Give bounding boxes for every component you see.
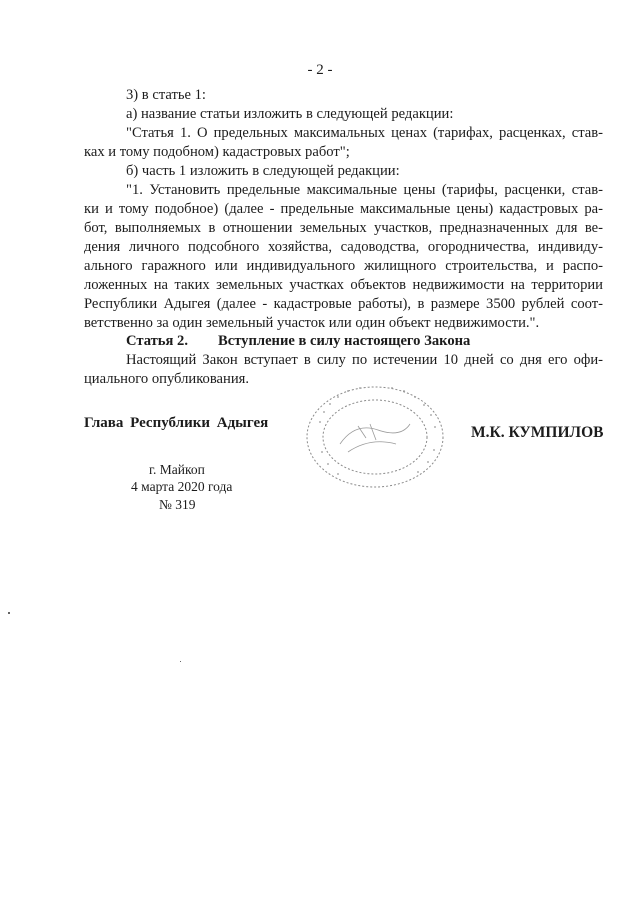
official-seal xyxy=(300,382,450,492)
article2-heading: Вступление в силу настоящего Закона xyxy=(218,333,471,349)
amendment-sub-a: а) название статьи изложить в следующей редакции: xyxy=(126,106,454,122)
scan-speck xyxy=(8,612,10,614)
article1-new-title xyxy=(84,124,603,162)
text-line: ального гаражного или индивидуального жилищного строительства, и распо- xyxy=(84,258,603,274)
text-line: "1. Установить предельные максимальные цены (тарифы, расценки, став- xyxy=(126,182,603,198)
text-line: дения личного подсобного хозяйства, садоводства, огородничества, индивиду- xyxy=(84,239,603,255)
signature-title: Глава Республики Адыгея xyxy=(84,415,269,431)
amendment-item-3: 3) в статье 1: xyxy=(126,87,206,103)
law-number: № 319 xyxy=(159,497,196,512)
article2-number: Статья 2. xyxy=(126,333,188,349)
text-line: ки и тому подобное) (далее - предельные максимальные цены) кадастровых ра- xyxy=(84,201,603,217)
text-line: циального опубликования. xyxy=(84,371,250,387)
part1-new-text xyxy=(84,181,603,333)
signature-name: М.К. КУМПИЛОВ xyxy=(471,424,604,441)
text-line: Настоящий Закон вступает в силу по истечении 10 дней со дня его офи- xyxy=(126,352,603,368)
page-number: - 2 - xyxy=(307,62,333,78)
text-line: ложенных на таких земельных участках объектов недвижимости на территории xyxy=(84,277,603,293)
text-line: Республики Адыгея (далее - кадастровые работы), в размере 3500 рублей соот- xyxy=(84,296,603,312)
text-line: бот, выполняемых в отношении земельных участков, предназначенных для ве- xyxy=(84,220,603,236)
scan-speck xyxy=(180,661,181,662)
date: 4 марта 2020 года xyxy=(131,479,233,494)
text-line: "Статья 1. О предельных максимальных ценах (тарифах, расценках, став- xyxy=(126,125,603,141)
text-line: ветственно за один земельный участок или один объект недвижимости.". xyxy=(84,315,540,331)
city: г. Майкоп xyxy=(149,462,205,477)
text-line: ках и тому подобном) кадастровых работ"; xyxy=(84,144,350,160)
amendment-sub-b: б) часть 1 изложить в следующей редакции: xyxy=(126,163,400,179)
